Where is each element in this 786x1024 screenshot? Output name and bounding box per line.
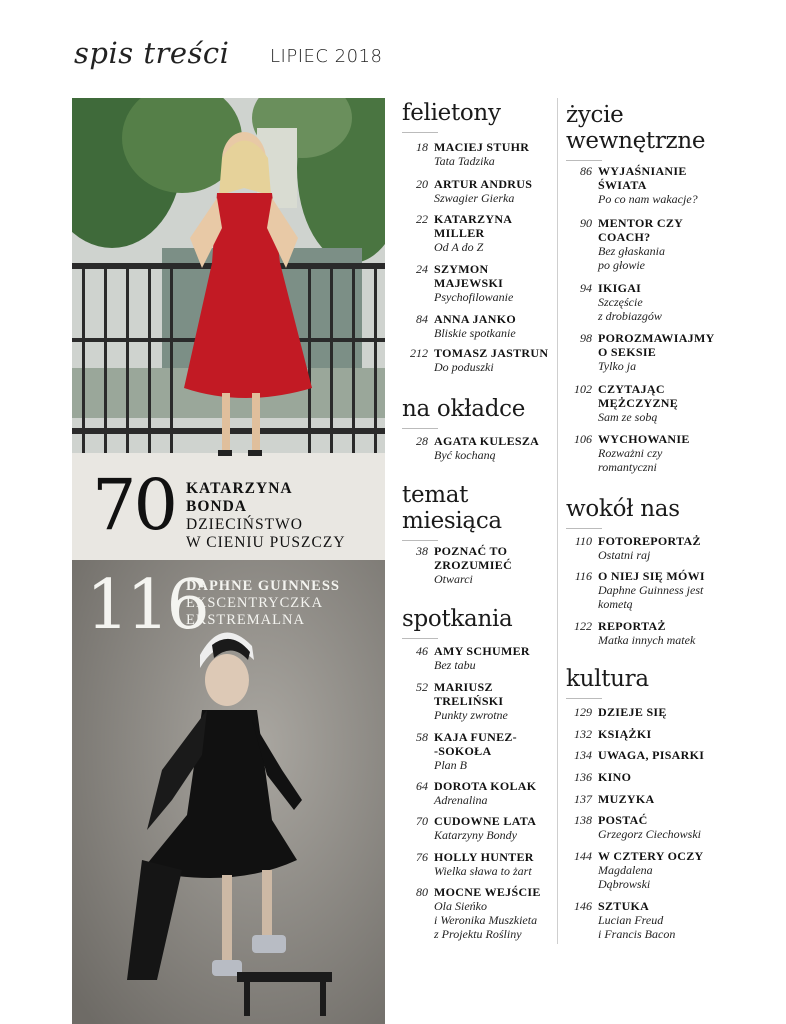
page-number: 134 — [574, 748, 592, 762]
entry-title: DOROTA KOLAK — [434, 779, 537, 793]
page-number: 24 — [416, 262, 428, 276]
toc-entry[interactable] — [398, 544, 512, 586]
column-divider — [557, 98, 558, 944]
entry-title: DZIEJE SIĘ — [598, 705, 667, 719]
entry-subtitle: Adrenalina — [434, 793, 488, 807]
section-title: życie wewnętrzne — [566, 102, 706, 154]
entry-title: SZYMON MAJEWSKI — [434, 262, 504, 290]
section-spotkania — [402, 606, 512, 639]
cover-story-name: KATARZYNA BONDA — [186, 480, 293, 515]
issue-date: LIPIEC 2018 — [270, 46, 383, 67]
toc-entry[interactable] — [398, 644, 530, 672]
page-number: 52 — [416, 680, 428, 694]
section-felietony — [402, 100, 501, 133]
page-number: 212 — [410, 346, 428, 360]
page-number: 137 — [574, 792, 592, 806]
toc-entry[interactable] — [398, 177, 532, 205]
page-number: 144 — [574, 849, 592, 863]
entry-title: CUDOWNE LATA — [434, 814, 537, 828]
page-number: 38 — [416, 544, 428, 558]
entry-subtitle: Punkty zwrotne — [434, 708, 508, 722]
toc-entry[interactable] — [562, 432, 690, 474]
entry-title: TOMASZ JASTRUN — [434, 346, 549, 360]
toc-entry[interactable] — [398, 312, 516, 340]
entry-title: MENTOR CZY COACH? — [598, 216, 684, 244]
entry-title: IKIGAI — [598, 281, 642, 295]
entry-title: AMY SCHUMER — [434, 644, 530, 658]
section-wokol-nas — [566, 496, 680, 529]
cover-story-text — [186, 480, 346, 552]
entry-title: KATARZYNA MILLER — [434, 212, 513, 240]
page-number: 122 — [574, 619, 592, 633]
page-number: 116 — [574, 569, 592, 583]
toc-entry[interactable] — [562, 792, 654, 806]
feature-text — [186, 578, 340, 629]
entry-title: MACIEJ STUHR — [434, 140, 530, 154]
toc-entry[interactable] — [562, 216, 683, 272]
page-number: 90 — [580, 216, 592, 230]
entry-title: AGATA KULESZA — [434, 434, 540, 448]
section-rule — [566, 528, 602, 529]
page-number: 110 — [574, 534, 592, 548]
page-title: spis treści — [74, 36, 230, 70]
entry-title: WYCHOWANIE — [598, 432, 690, 446]
page-number: 146 — [574, 899, 592, 913]
page-number: 46 — [416, 644, 428, 658]
entry-title: W CZTERY OCZY — [598, 849, 704, 863]
toc-entry[interactable] — [398, 140, 529, 168]
section-title: wokół nas — [566, 496, 680, 522]
page-number: 102 — [574, 382, 592, 396]
entry-subtitle: Bez tabu — [434, 658, 476, 672]
feature-name: DAPHNE GUINNESS — [186, 578, 340, 594]
entry-title: ARTUR ANDRUS — [434, 177, 533, 191]
page-number: 132 — [574, 727, 592, 741]
entry-subtitle: Ola Sieńko i Weronika Muszkieta z Projektu Rośliny — [434, 899, 538, 941]
entry-subtitle: Rozważni czy romantyczni — [598, 446, 663, 474]
toc-entry[interactable] — [562, 281, 662, 323]
entry-title: REPORTAŻ — [598, 619, 666, 633]
toc-entry[interactable] — [398, 779, 536, 807]
section-rule — [402, 132, 438, 133]
entry-title: HOLLY HUNTER — [434, 850, 534, 864]
section-title: na okładce — [402, 396, 526, 422]
toc-entry[interactable] — [562, 382, 678, 424]
page-number: 80 — [416, 885, 428, 899]
entry-subtitle: Magdalena Dąbrowski — [598, 863, 653, 891]
entry-subtitle: Szczęście z drobiazgów — [598, 295, 662, 323]
page-number: 94 — [580, 281, 592, 295]
toc-entry[interactable] — [398, 885, 541, 941]
section-kultura — [566, 666, 649, 699]
entry-subtitle: Być kochaną — [434, 448, 496, 462]
entry-title: WYJAŚNIANIE ŚWIATA — [598, 164, 687, 192]
entry-title: POROZMAWIAJMY O SEKSIE — [598, 331, 715, 359]
entry-subtitle: Szwagier Gierka — [434, 191, 515, 205]
section-title: kultura — [566, 666, 649, 692]
entry-title: UWAGA, PISARKI — [598, 748, 705, 762]
page-number: 98 — [580, 331, 592, 345]
entry-title: KAJA FUNEZ- -SOKOŁA — [434, 730, 517, 758]
entry-title: POSTAĆ — [598, 813, 648, 827]
toc-entry[interactable] — [562, 569, 705, 611]
page-number: 18 — [416, 140, 428, 154]
page-number: 86 — [580, 164, 592, 178]
entry-subtitle: Do poduszki — [434, 360, 494, 374]
toc-entry[interactable] — [562, 727, 651, 741]
toc-entry[interactable] — [562, 899, 675, 941]
entry-title: ANNA JANKO — [434, 312, 517, 326]
page-number: 28 — [416, 434, 428, 448]
toc-entry[interactable] — [562, 770, 631, 784]
section-zycie-wewnetrzne — [566, 102, 705, 161]
section-rule — [402, 428, 438, 429]
section-rule — [402, 540, 438, 541]
page-number: 70 — [416, 814, 428, 828]
page-number: 58 — [416, 730, 428, 744]
toc-entry[interactable] — [562, 849, 704, 891]
entry-subtitle: Bez głaskania po głowie — [598, 244, 665, 272]
page-number: 129 — [574, 705, 592, 719]
toc-entry[interactable] — [562, 619, 695, 647]
section-rule — [566, 160, 602, 161]
entry-title: FOTOREPORTAŻ — [598, 534, 701, 548]
toc-entry[interactable] — [562, 331, 715, 373]
page-number: 106 — [574, 432, 592, 446]
toc-entry[interactable] — [398, 434, 539, 462]
page-number: 20 — [416, 177, 428, 191]
entry-subtitle: Grzegorz Ciechowski — [598, 827, 701, 841]
cover-story-headline: DZIECIŃSTWO W CIENIU PUSZCZY — [186, 516, 346, 551]
entry-title: MUZYKA — [598, 792, 655, 806]
entry-subtitle: Ostatni raj — [598, 548, 651, 562]
toc-entry[interactable] — [398, 814, 536, 842]
entry-subtitle: Tata Tadzika — [434, 154, 495, 168]
entry-subtitle: Psychofilowanie — [434, 290, 514, 304]
section-title: spotkania — [402, 606, 513, 632]
section-temat-miesiaca — [402, 482, 502, 541]
entry-subtitle: Daphne Guinness jest kometą — [598, 583, 704, 611]
feature-headline: EKSCENTRYCZKA EKSTREMALNA — [186, 595, 324, 628]
entry-title: SZTUKA — [598, 899, 650, 913]
page-number: 136 — [574, 770, 592, 784]
entry-subtitle: Wielka sława to żart — [434, 864, 532, 878]
toc-entry[interactable] — [398, 346, 548, 374]
entry-title: O NIEJ SIĘ MÓWI — [598, 569, 705, 583]
entry-subtitle: Od A do Z — [434, 240, 484, 254]
entry-subtitle: Otwarci — [434, 572, 473, 586]
entry-title: MOCNE WEJŚCIE — [434, 885, 541, 899]
page-number: 138 — [574, 813, 592, 827]
section-na-okladce — [402, 396, 525, 429]
entry-subtitle: Sam ze sobą — [598, 410, 658, 424]
toc-entry[interactable] — [398, 262, 513, 304]
entry-subtitle: Katarzyny Bondy — [434, 828, 517, 842]
entry-subtitle: Matka innych matek — [598, 633, 696, 647]
toc-entry[interactable] — [398, 680, 508, 722]
page-number: 84 — [416, 312, 428, 326]
toc-entry[interactable] — [398, 850, 534, 878]
section-rule — [402, 638, 438, 639]
entry-title: POZNAĆ TO ZROZUMIEĆ — [434, 544, 513, 572]
section-rule — [566, 698, 602, 699]
entry-subtitle: Bliskie spotkanie — [434, 326, 516, 340]
entry-title: MARIUSZ TRELIŃSKI — [434, 680, 504, 708]
cover-story-page-number: 70 — [92, 464, 176, 546]
toc-entry[interactable] — [562, 705, 667, 719]
toc-entry[interactable] — [562, 164, 698, 206]
entry-title: KINO — [598, 770, 632, 784]
toc-entry[interactable] — [562, 748, 704, 762]
toc-entry[interactable] — [562, 813, 701, 841]
feature-page-number: 116 — [86, 566, 207, 645]
section-title: felietony — [402, 100, 501, 126]
section-title: temat miesiąca — [402, 482, 502, 534]
entry-title: KSIĄŻKI — [598, 727, 652, 741]
toc-entry[interactable] — [562, 534, 701, 562]
toc-entry[interactable] — [398, 212, 512, 254]
page-number: 22 — [416, 212, 428, 226]
entry-subtitle: Plan B — [434, 758, 467, 772]
page-number: 76 — [416, 850, 428, 864]
entry-subtitle: Tylko ja — [598, 359, 637, 373]
toc-entry[interactable] — [398, 730, 517, 772]
page-number: 64 — [416, 779, 428, 793]
entry-title: CZYTAJĄC MĘŻCZYZNĘ — [598, 382, 679, 410]
entry-subtitle: Lucian Freud i Francis Bacon — [598, 913, 676, 941]
entry-subtitle: Po co nam wakacje? — [598, 192, 698, 206]
